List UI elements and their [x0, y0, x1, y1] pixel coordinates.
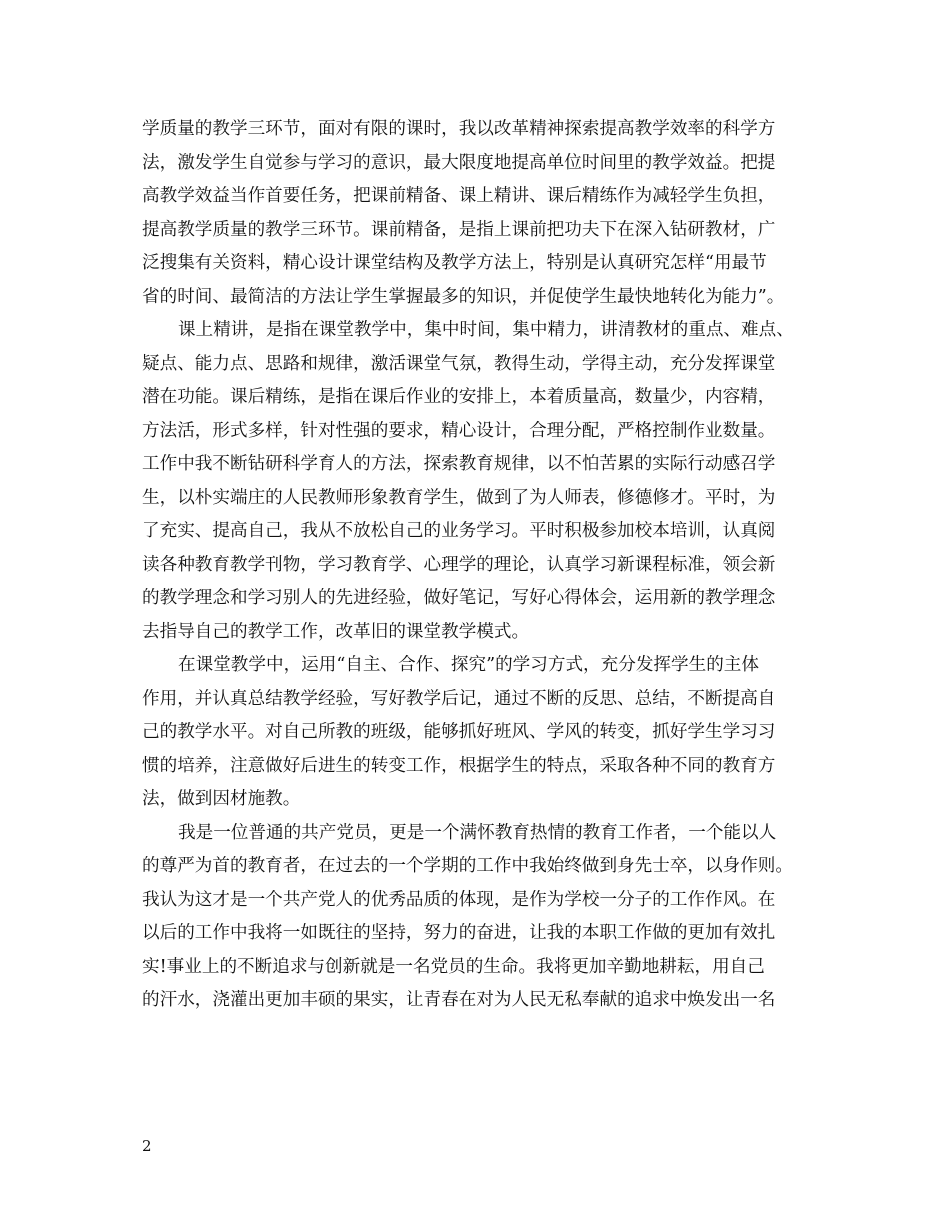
- text-line: 泛搜集有关资料，精心设计课堂结构及教学方法上，特别是认真研究怎样“用最节: [142, 253, 767, 273]
- text-line: 的教学理念和学习别人的先进经验，做好笔记，写好心得体会，运用新的教学理念: [142, 588, 776, 608]
- text-line: 读各种教育教学刊物，学习教育学、心理学的理论，认真学习新课程标准，领会新: [142, 554, 776, 575]
- text-line: 高教学效益当作首要任务，把课前精备、课上精讲、课后精练作为减轻学生负担，: [142, 186, 776, 206]
- text-line: 的尊严为首的教育者，在过去的一个学期的工作中我始终做到身先士卒，以身作则。: [142, 856, 793, 876]
- document-body: [142, 113, 832, 1018]
- text-line: 作用，并认真总结教学经验，写好教学后记，通过不断的反思、总结，不断提高自: [142, 688, 776, 709]
- text-line: 己的教学水平。对自己所教的班级，能够抓好班风、学风的转变，抓好学生学习习: [142, 722, 776, 742]
- text-line: 疑点、能力点、思路和规律，激活课堂气氛，教得生动，学得主动，充分发挥课堂: [142, 353, 776, 374]
- text-line: 法，激发学生自觉参与学习的意识，最大限度地提高单位时间里的教学效益。把提: [142, 152, 776, 173]
- text-line: 学质量的教学三环节，面对有限的课时，我以改革精神探索提高教学效率的科学方: [142, 119, 776, 139]
- text-line: 惯的培养，注意做好后进生的转变工作，根据学生的特点，采取各种不同的教育方: [142, 755, 776, 776]
- text-line: 法，做到因材施教。: [142, 789, 301, 809]
- text-line: 提高教学质量的教学三环节。课前精备，是指上课前把功夫下在深入钻研教材，广: [142, 219, 776, 240]
- text-line: 去指导自己的教学工作，改革旧的课堂教学模式。: [142, 621, 530, 642]
- text-line: 实!事业上的不断追求与创新就是一名党员的生命。我将更加辛勤地耕耘，用自己: [142, 956, 765, 977]
- text-line: 方法活，形式多样，针对性强的要求，精心设计，合理分配，严格控制作业数量。: [142, 420, 776, 441]
- page-number: 2: [142, 1137, 152, 1155]
- text-line: 生，以朴实端庄的人民教师形象教育学生，做到了为人师表，修德修才。平时，为: [142, 487, 776, 508]
- text-line: 潜在功能。课后精练，是指在课后作业的安排上，本着质量高，数量少，内容精，: [142, 387, 776, 407]
- text-line: 工作中我不断钻研科学育人的方法，探索教育规律，以不怕苦累的实际行动感召学: [142, 454, 776, 474]
- text-line: 课上精讲，是指在课堂教学中，集中时间，集中精力，讲清教材的重点、难点、: [178, 320, 794, 340]
- text-line: 的汗水，浇灌出更加丰硕的果实，让青春在对为人民无私奉献的追求中焕发出一名: [142, 990, 776, 1010]
- text-line: 在课堂教学中，运用“自主、合作、探究”的学习方式，充分发挥学生的主体: [178, 655, 759, 675]
- text-line: 以后的工作中我将一如既往的坚持，努力的奋进，让我的本职工作做的更加有效扎: [142, 923, 776, 943]
- text-line: 我认为这才是一个共产党人的优秀品质的体现，是作为学校一分子的工作作风。在: [142, 889, 776, 910]
- text-line: 了充实、提高自己，我从不放松自己的业务学习。平时积极参加校本培训，认真阅: [142, 521, 776, 541]
- text-line: 省的时间、最简洁的方法让学生掌握最多的知识，并促使学生最快地转化为能力”。: [142, 286, 785, 307]
- text-line: 我是一位普通的共产党员，更是一个满怀教育热情的教育工作者，一个能以人: [178, 822, 777, 843]
